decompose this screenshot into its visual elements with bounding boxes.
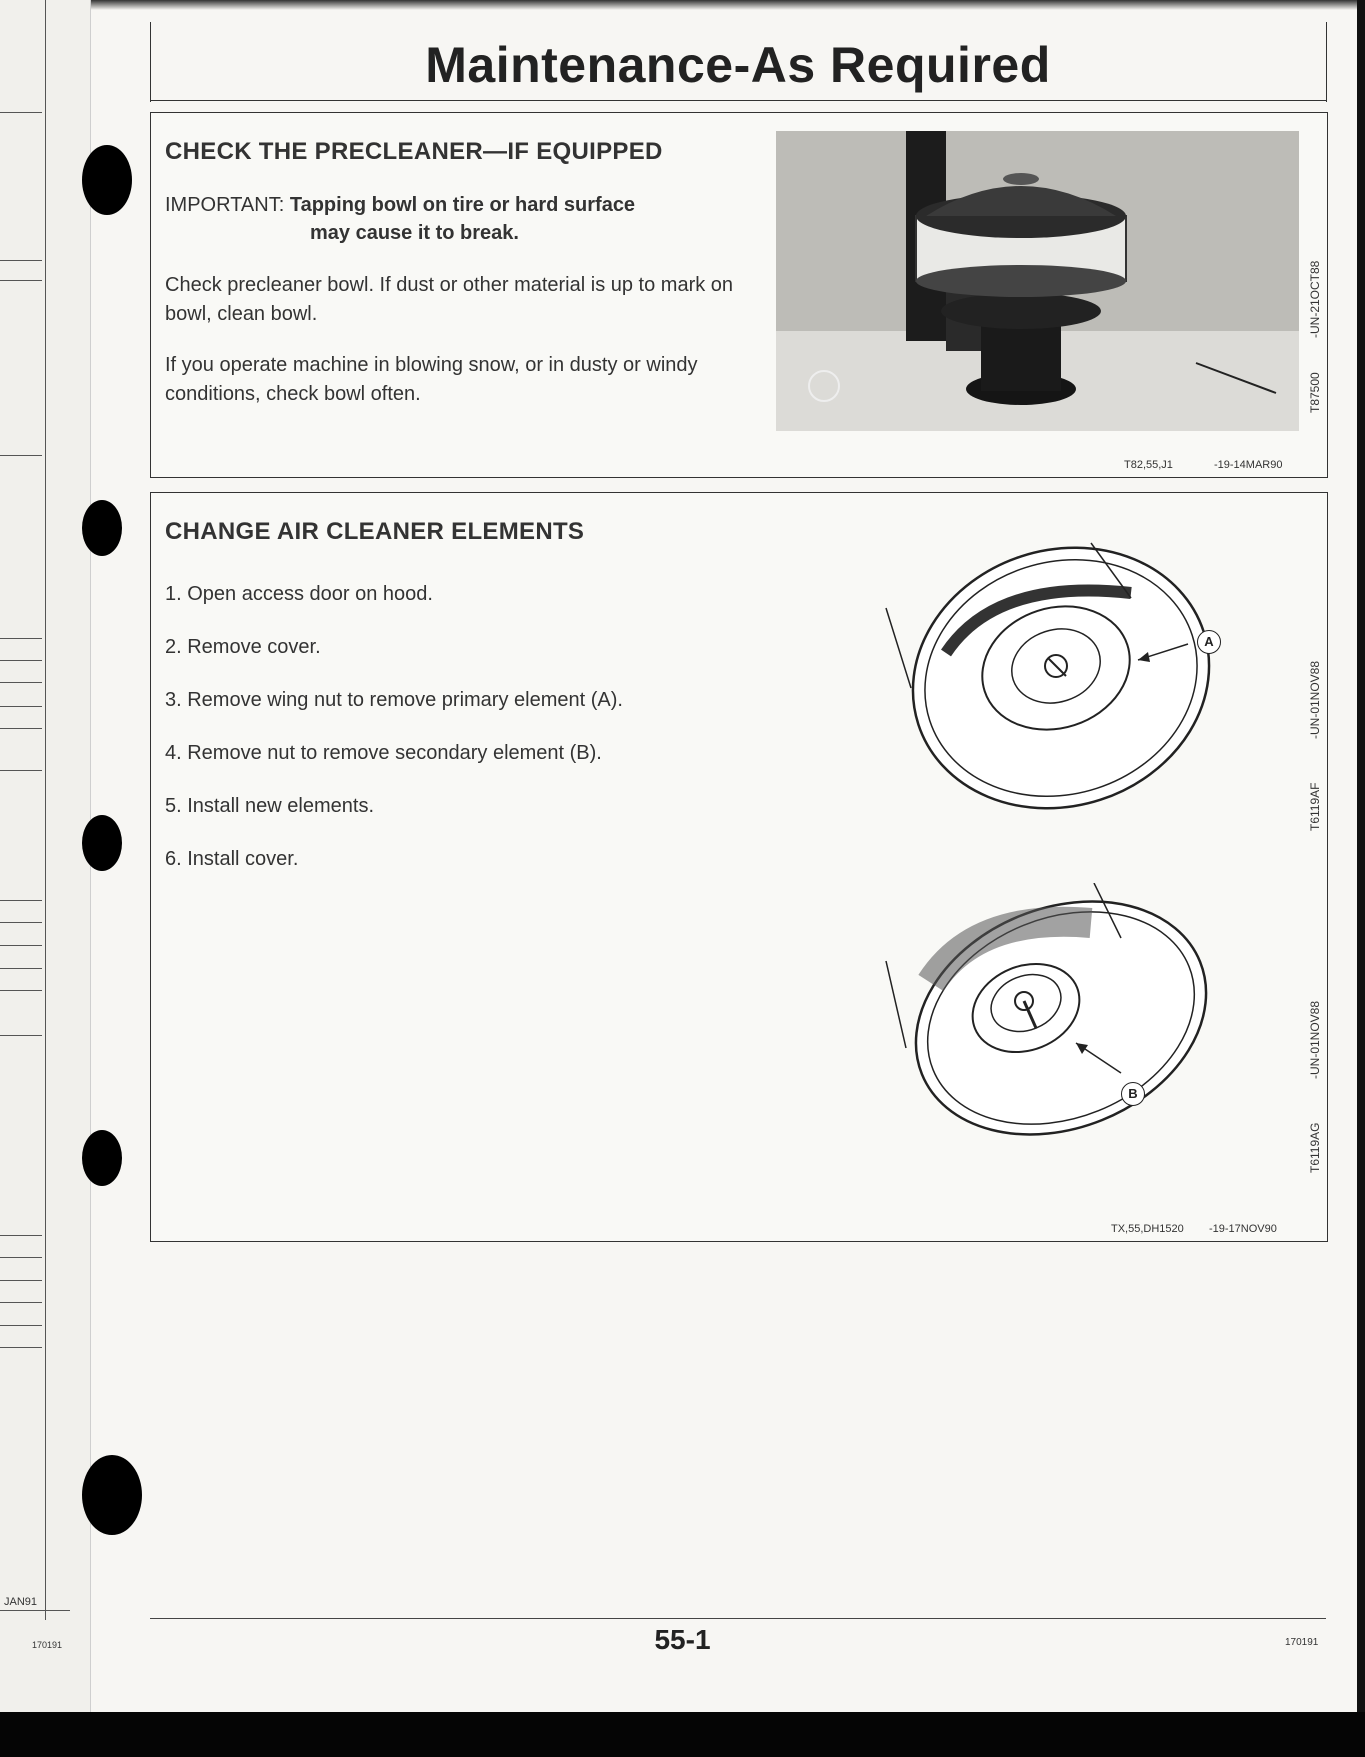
margin-tick: [0, 280, 42, 281]
binder-hole: [82, 1130, 122, 1186]
step-item: 3. Remove wing nut to remove primary element (A).: [165, 689, 623, 711]
section-air-cleaner: [150, 492, 1328, 1242]
header-rule-right: [1326, 22, 1327, 102]
margin-tick: [0, 922, 42, 923]
margin-tick: [0, 1610, 70, 1611]
section-precleaner: [150, 112, 1328, 478]
margin-tick: [0, 455, 42, 456]
step-item: 2. Remove cover.: [165, 636, 321, 658]
callout-a: A: [1197, 630, 1221, 654]
ref-date: -19-17NOV90: [1209, 1223, 1277, 1235]
margin-tick: [0, 1347, 42, 1348]
important-text-line2: may cause it to break.: [310, 222, 519, 244]
margin-tick: [0, 968, 42, 969]
paragraph-check-bowl: Check precleaner bowl. If dust or other material is up to mark on bowl, clean bowl.: [165, 274, 734, 325]
footer-rule: [150, 1618, 1326, 1619]
margin-tick: [0, 260, 42, 261]
binder-hole: [82, 815, 122, 871]
margin-tick: [0, 660, 42, 661]
diagram-primary-element: [876, 538, 1296, 828]
margin-tick: [0, 1325, 42, 1326]
diagram-a-label-2: -UN-01NOV88: [1308, 660, 1322, 739]
callout-b: B: [1121, 1082, 1145, 1106]
ref-code: TX,55,DH1520: [1111, 1223, 1184, 1235]
step-item: 5. Install new elements.: [165, 795, 374, 817]
ref-code: T82,55,J1: [1124, 459, 1173, 471]
margin-tick: [0, 1235, 42, 1236]
margin-tick: [0, 682, 42, 683]
important-label: IMPORTANT:: [165, 194, 285, 216]
margin-tick: [0, 1257, 42, 1258]
binder-margin: [0, 0, 91, 1757]
page-number: 55-1: [654, 1624, 711, 1655]
step-item: 4. Remove nut to remove secondary element (B).: [165, 742, 602, 764]
diagram-a-label-1: T6119AF: [1308, 782, 1322, 831]
margin-tick: [0, 1280, 42, 1281]
bottom-scan-edge: [0, 1712, 1365, 1757]
precleaner-photo-image: [776, 131, 1299, 431]
step-item: 6. Install cover.: [165, 848, 299, 870]
steps-list: [165, 583, 623, 901]
important-notice: [165, 191, 635, 247]
page-title: Maintenance-As Required: [425, 37, 1051, 93]
section-title: CHECK THE PRECLEANER—IF EQUIPPED: [165, 138, 663, 165]
binder-hole: [82, 500, 122, 556]
margin-tick: [0, 1302, 42, 1303]
margin-tick: [0, 728, 42, 729]
margin-rule: [45, 0, 46, 1620]
diagram-b-label-1: T6119AG: [1308, 1122, 1322, 1173]
margin-code: 170191: [32, 1640, 63, 1650]
margin-tick: [0, 770, 42, 771]
binder-hole: [82, 1455, 142, 1535]
margin-tick: [0, 990, 42, 991]
margin-tick: [0, 706, 42, 707]
margin-tick: [0, 1035, 42, 1036]
header-underline: [150, 100, 1326, 101]
photo-label-2: -UN-21OCT88: [1308, 260, 1322, 338]
margin-tick: [0, 112, 42, 113]
step-item: 1. Open access door on hood.: [165, 583, 433, 605]
precleaner-photo: [776, 131, 1299, 431]
margin-tick: [0, 638, 42, 639]
diagram-secondary-element: [876, 883, 1296, 1173]
margin-tick: [0, 945, 42, 946]
margin-date: JAN91: [4, 1596, 38, 1608]
paragraph-conditions: If you operate machine in blowing snow, or in dusty or windy conditions, check bowl often.: [165, 354, 698, 405]
photo-label-1: T87500: [1308, 372, 1322, 413]
margin-tick: [0, 900, 42, 901]
important-text-line1: Tapping bowl on tire or hard surface: [289, 194, 636, 216]
section-title: CHANGE AIR CLEANER ELEMENTS: [165, 518, 585, 545]
diagram-b-label-2: -UN-01NOV88: [1308, 1000, 1322, 1079]
right-page-edge: [1357, 0, 1365, 1757]
binder-hole: [82, 145, 132, 215]
footer-code: 170191: [1285, 1637, 1319, 1648]
top-edge-shadow: [0, 0, 1365, 10]
ref-date: -19-14MAR90: [1214, 459, 1283, 471]
